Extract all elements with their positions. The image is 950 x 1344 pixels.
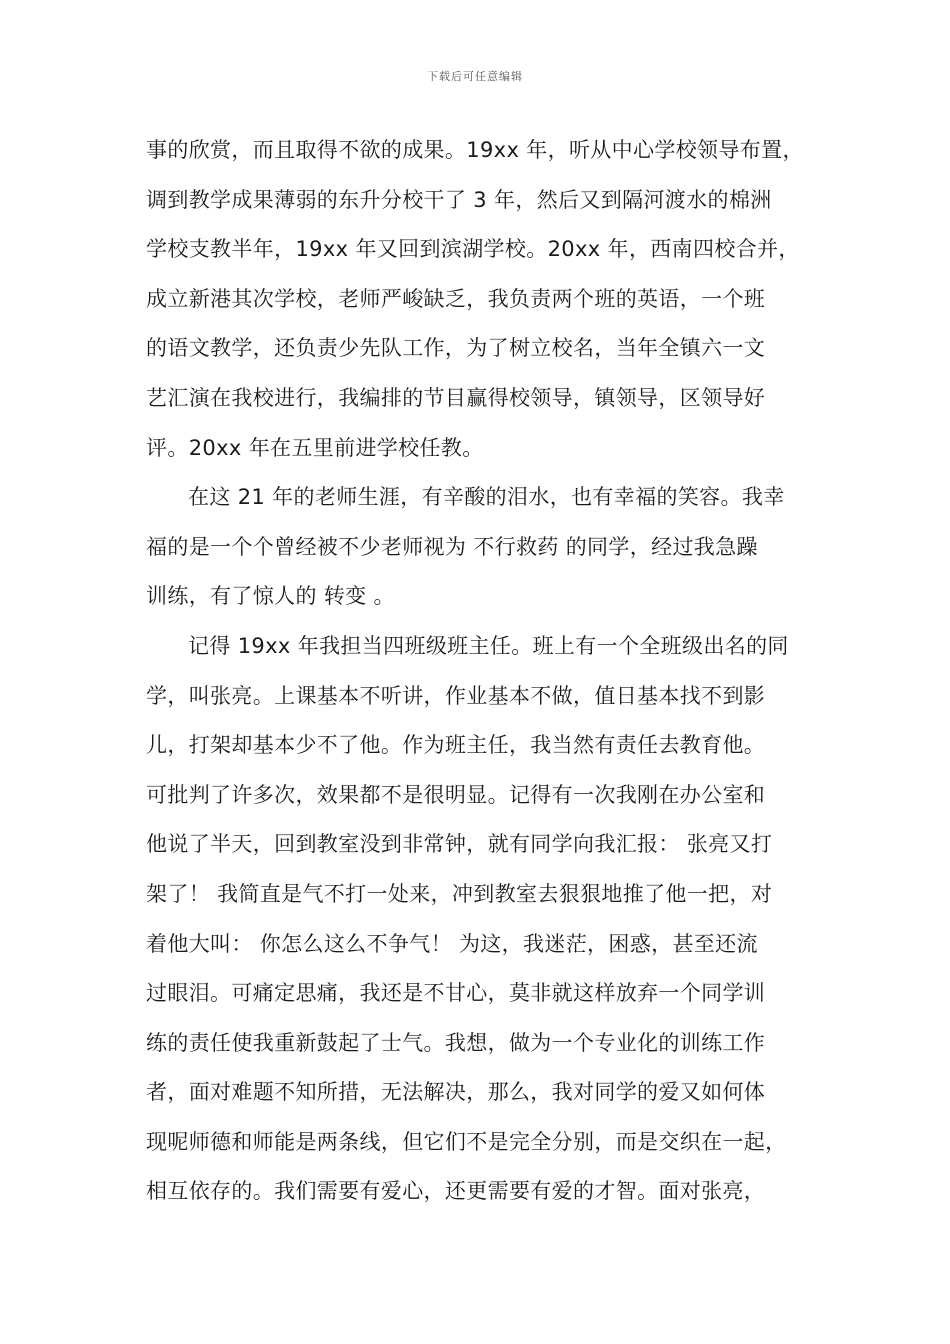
text-line: 学校支教半年，19xx 年又回到滨湖学校。20xx 年，西南四校合并， bbox=[146, 237, 800, 262]
text-line: 的语文教学，还负责少先队工作，为了树立校名，当年全镇六一文 bbox=[146, 336, 766, 361]
text-line: 成立新港其次学校，老师严峻缺乏，我负责两个班的英语，一个班 bbox=[146, 286, 766, 311]
text-line: 事的欣赏，而且取得不欲的成果。19xx 年，听从中心学校领导布置， bbox=[146, 138, 804, 162]
paragraph-start-line: 记得 19xx 年我担当四班级班主任。班上有一个全班级出名的同 bbox=[188, 633, 789, 658]
document-body bbox=[146, 126, 824, 1217]
text-line: 相互依存的。我们需要有爱心，还更需要有爱的才智。面对张亮， bbox=[146, 1179, 766, 1204]
text-line: 着他大叫： 你怎么这么不争气！ 为这，我迷茫，困惑，甚至还流 bbox=[146, 931, 758, 956]
text-line: 他说了半天，回到教室没到非常钟，就有同学向我汇报： 张亮又打 bbox=[146, 832, 773, 857]
text-line: 训练，有了惊人的 转变 。 bbox=[146, 584, 395, 609]
text-line: 架了！ 我简直是气不打一处来，冲到教室去狠狠地推了他一把，对 bbox=[146, 881, 773, 906]
text-line: 可批判了许多次，效果都不是很明显。记得有一次我刚在办公室和 bbox=[146, 782, 766, 807]
text-line: 者，面对难题不知所措，无法解决，那么，我对同学的爱又如何体 bbox=[146, 1080, 766, 1105]
text-line: 过眼泪。可痛定思痛，我还是不甘心，莫非就这样放弃一个同学训 bbox=[146, 981, 766, 1006]
text-line: 练的责任使我重新鼓起了士气。我想，做为一个专业化的训练工作 bbox=[146, 1030, 766, 1055]
text-line: 调到教学成果薄弱的东升分校干了 3 年，然后又到隔河渡水的棉洲 bbox=[146, 187, 772, 212]
text-line: 现呢师德和师能是两条线，但它们不是完全分别，而是交织在一起， bbox=[146, 1129, 787, 1154]
text-line: 艺汇演在我校进行，我编排的节目赢得校领导，镇领导，区领导好 bbox=[146, 385, 766, 410]
text-line: 学，叫张亮。上课基本不听讲，作业基本不做，值日基本找不到影 bbox=[146, 683, 766, 708]
paragraph-start-line: 在这 21 年的老师生涯，有辛酸的泪水，也有幸福的笑容。我幸 bbox=[188, 485, 785, 510]
text-line: 儿，打架却基本少不了他。作为班主任，我当然有责任去教育他。 bbox=[146, 733, 766, 758]
text-line: 评。20xx 年在五里前进学校任教。 bbox=[146, 435, 484, 460]
download-edit-note: 下载后可任意编辑 bbox=[427, 70, 523, 83]
text-line: 福的是一个个曾经被不少老师视为 不行救药 的同学，经过我急躁 bbox=[146, 534, 758, 559]
